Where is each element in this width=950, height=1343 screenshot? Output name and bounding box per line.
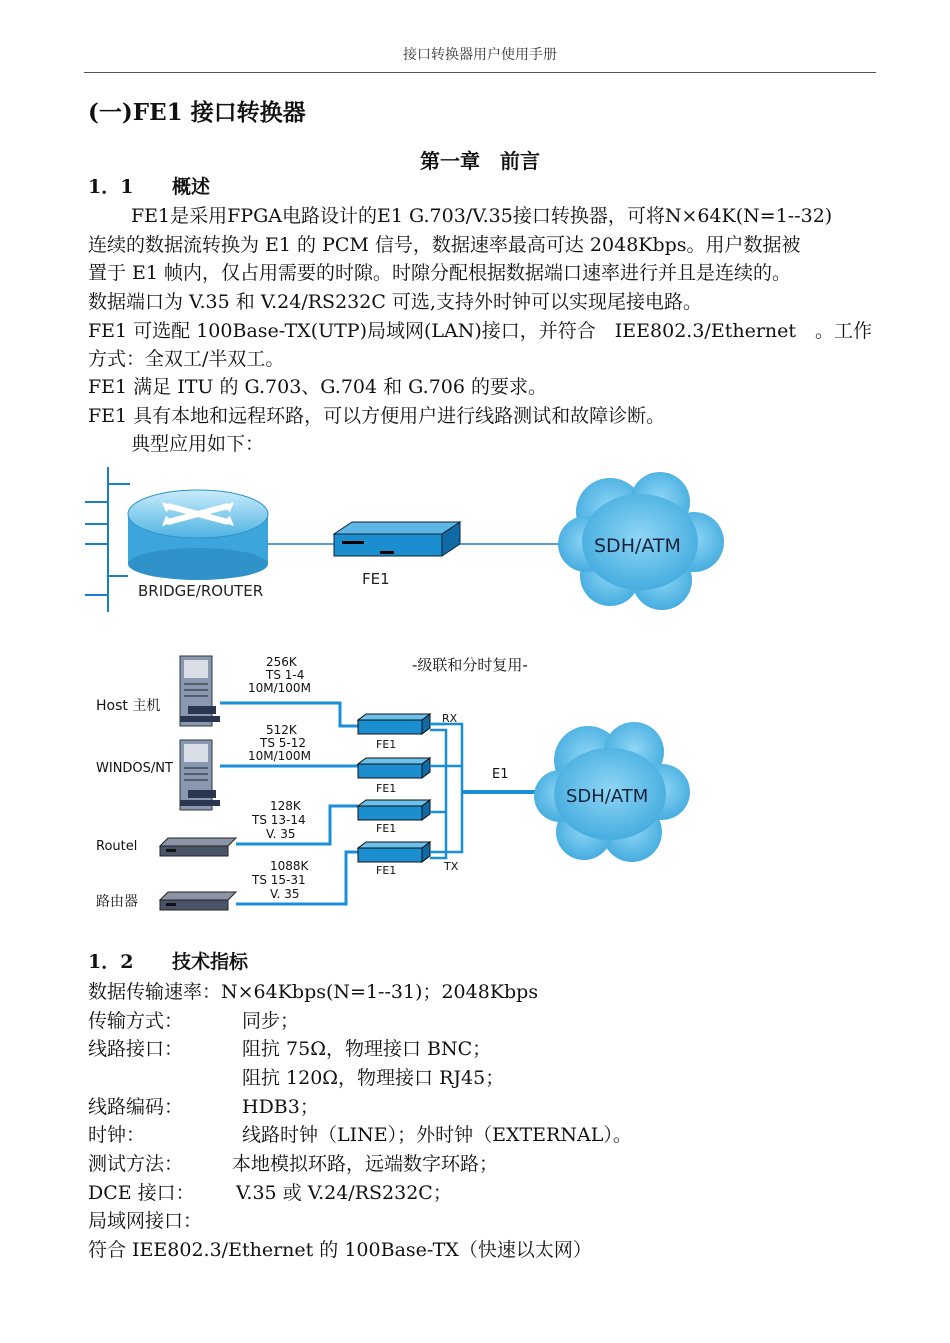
link1-rate: 256K [266, 655, 297, 669]
link1-if: 10M/100M [248, 681, 311, 695]
windows-label: WINDOS/NT [96, 761, 173, 776]
header-rule [84, 72, 876, 73]
chapter-title: 第一章 前言 [420, 149, 540, 173]
e1-label: E1 [492, 767, 509, 782]
fe1-label: FE1 [362, 570, 390, 588]
tx-label: TX [444, 860, 459, 873]
overview-line-8: FE1 具有本地和远程环路，可以方便用户进行线路测试和故障诊断。 [88, 405, 666, 427]
overview-line-4: 数据端口为 V.35 和 V.24/RS232C 可选,支持外时钟可以实现尾接电路。 [88, 291, 702, 313]
fe1-unit-3-label: FE1 [376, 822, 397, 835]
link3-if: V. 35 [266, 827, 296, 841]
diagram-caption: -级联和分时复用- [412, 656, 528, 674]
spec-lan-label: 局域网接口： [88, 1210, 203, 1232]
spec-test-label: 测试方法： [88, 1153, 184, 1175]
host-server-icon [180, 656, 220, 726]
link2-if: 10M/100M [248, 749, 311, 763]
spec-rate: 数据传输速率：N×64Kbps(N=1--31)；2048Kbps [88, 981, 539, 1003]
spec-dce-value: V.35 或 V.24/RS232C； [236, 1182, 452, 1204]
router-device-icon-1 [160, 838, 236, 856]
link3-rate: 128K [270, 799, 301, 813]
windows-server-icon [180, 740, 220, 810]
spec-clock-label: 时钟： [88, 1124, 146, 1146]
cloud-label-2: SDH/ATM [566, 786, 649, 807]
overview-line-3: 置于 E1 帧内，仅占用需要的时隙。时隙分配根据数据端口速率进行并且是连续的。 [88, 262, 792, 284]
spec-coding-value: HDB3； [242, 1096, 319, 1118]
link2-ts: TS 5-12 [260, 736, 306, 750]
link3-ts: TS 13-14 [252, 813, 306, 827]
fe1-device-icon [334, 522, 460, 556]
fe1-unit-4 [358, 842, 430, 862]
spec-mode-value: 同步； [242, 1010, 300, 1032]
fe1-unit-2 [358, 758, 430, 778]
overview-line-1: FE1是采用FPGA电路设计的E1 G.703/V.35接口转换器，可将N×64K(N=1--32) [131, 205, 833, 227]
fe1-unit-3 [358, 800, 430, 820]
spec-coding-label: 线路编码： [88, 1096, 184, 1118]
spec-dce-label: DCE 接口： [88, 1182, 195, 1204]
subsection-1-2-title: 技术指标 [172, 951, 249, 973]
overview-line-9: 典型应用如下： [131, 433, 265, 455]
router-label: BRIDGE/ROUTER [138, 582, 264, 600]
link4-if: V. 35 [270, 887, 300, 901]
fe1-unit-1-label: FE1 [376, 738, 397, 751]
link4-ts: TS 15-31 [252, 873, 306, 887]
rx-label: RX [442, 712, 458, 725]
router-cn-label: 路由器 [96, 894, 138, 910]
tx-bus [430, 730, 446, 858]
spec-mode-label: 传输方式： [88, 1010, 184, 1032]
host-label: Host 主机 [96, 698, 161, 714]
spec-lan-value: 符合 IEE802.3/Ethernet 的 100Base-TX（快速以太网） [88, 1239, 592, 1261]
fe1-unit-1 [358, 714, 430, 734]
router-label: Routel [96, 839, 138, 854]
router-icon [128, 490, 268, 580]
overview-line-5: FE1 可选配 100Base-TX(UTP)局域网(LAN)接口，并符合 IEE802.3/Ethernet 。工作 [88, 320, 873, 342]
spec-clock-value: 线路时钟（LINE）；外时钟（EXTERNAL）。 [242, 1124, 632, 1146]
overview-line-7: FE1 满足 ITU 的 G.703、G.704 和 G.706 的要求。 [88, 376, 548, 398]
spec-line-if-value-1: 阻抗 75Ω，物理接口 BNC； [242, 1038, 492, 1060]
router-device-icon-2 [160, 892, 236, 910]
spec-line-if-label: 线路接口： [88, 1038, 184, 1060]
link4-rate: 1088K [270, 859, 309, 873]
link1-ts: TS 1-4 [266, 668, 305, 682]
subsection-1-1-number: 1．1 [88, 176, 134, 198]
overview-line-6: 方式：全双工/半双工。 [88, 348, 285, 370]
fe1-unit-4-label: FE1 [376, 864, 397, 877]
application-diagram [80, 462, 740, 622]
overview-line-2: 连续的数据流转换为 E1 的 PCM 信号，数据速率最高可达 2048Kbps。用户数据被 [88, 234, 801, 256]
subsection-1-2-number: 1．2 [88, 951, 134, 973]
cascade-diagram [90, 648, 700, 920]
fe1-unit-2-label: FE1 [376, 782, 397, 795]
section-title: (一)FE1 接口转换器 [88, 99, 306, 126]
link2-rate: 512K [266, 723, 297, 737]
spec-test-value: 本地模拟环路，远端数字环路； [232, 1153, 499, 1175]
subsection-1-1-title: 概述 [172, 176, 211, 198]
running-header: 接口转换器用户使用手册 [403, 47, 557, 63]
spec-line-if-value-2: 阻抗 120Ω，物理接口 RJ45； [242, 1067, 505, 1089]
cloud-label: SDH/ATM [594, 535, 681, 557]
